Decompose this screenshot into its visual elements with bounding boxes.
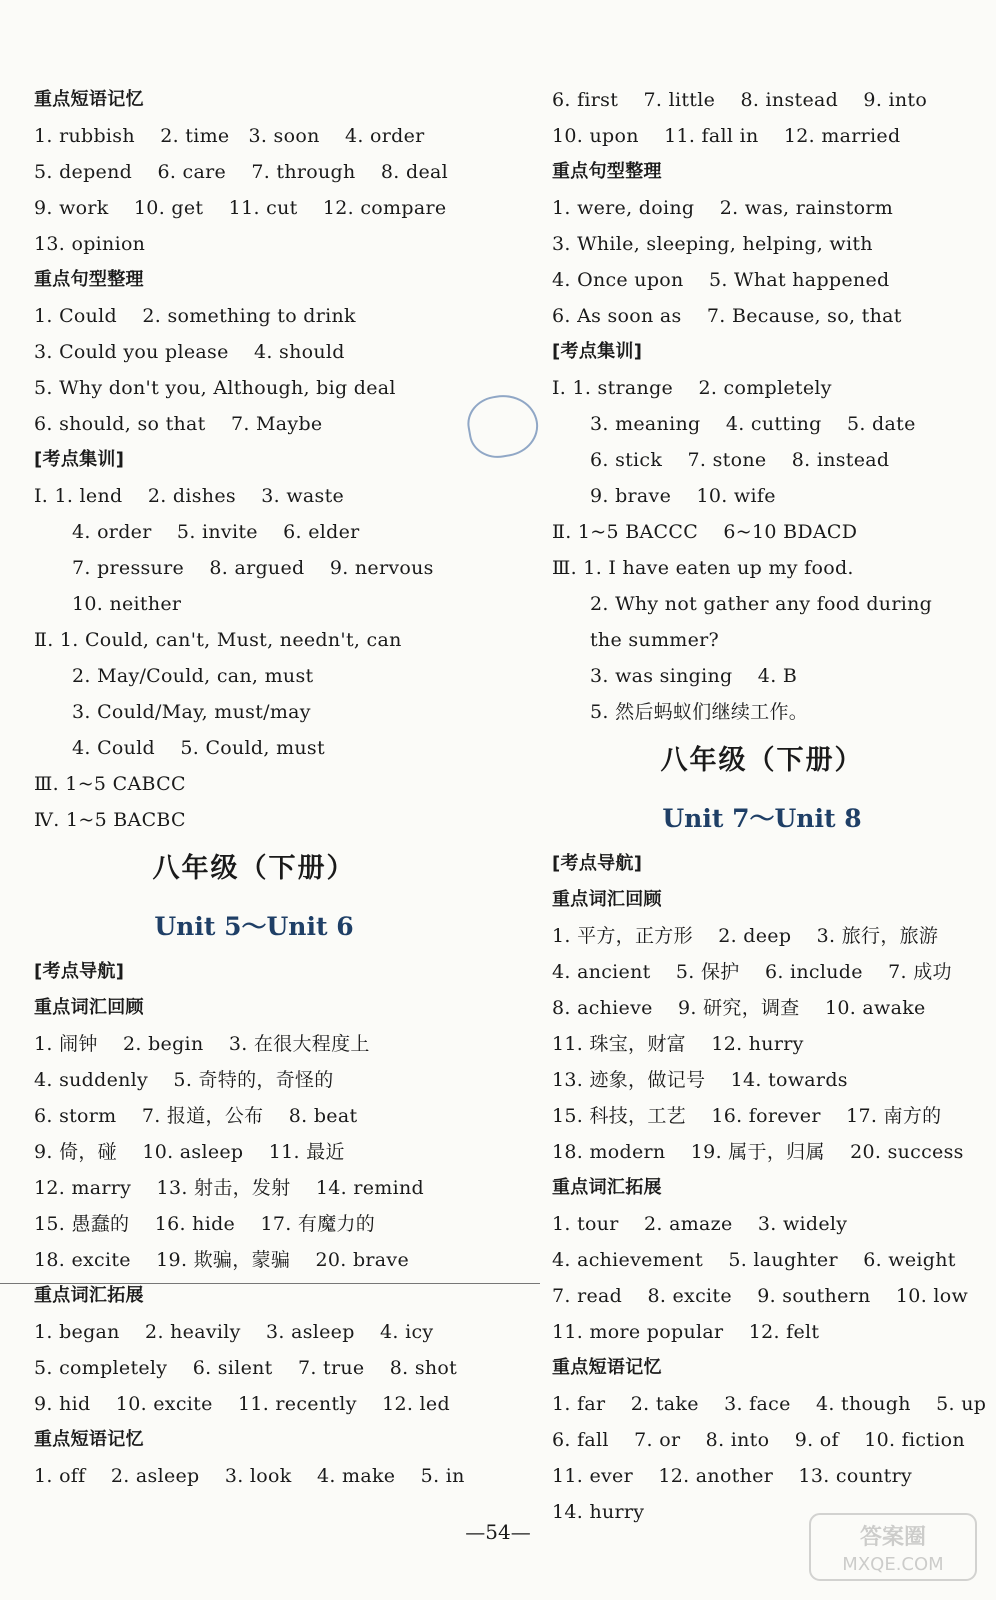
right-column <box>552 82 987 1530</box>
answer-line: 9. hid 10. excite 11. recently 12. led <box>34 1393 450 1415</box>
section-heading: [考点集训] <box>552 341 643 362</box>
answer-line: 5. 然后蚂蚁们继续工作。 <box>590 701 809 723</box>
answer-line: Ⅱ. 1. Could, can't, Must, needn't, can <box>34 629 402 651</box>
answer-line: 18. excite 19. 欺骗，蒙骗 20. brave <box>34 1249 409 1271</box>
answer-line: 2. May/Could, can, must <box>72 665 314 687</box>
answer-line: 5. Why don't you, Although, big deal <box>34 377 396 399</box>
answer-line: 11. more popular 12. felt <box>552 1321 820 1343</box>
page-number: —54— <box>465 1520 531 1544</box>
answer-line: 9. work 10. get 11. cut 12. compare <box>34 197 447 219</box>
answer-line: 6. stick 7. stone 8. instead <box>590 449 890 471</box>
section-divider <box>0 1283 540 1284</box>
answer-line: 5. completely 6. silent 7. true 8. shot <box>34 1357 458 1379</box>
answer-line: 1. tour 2. amaze 3. widely <box>552 1213 848 1235</box>
answer-line: 1. far 2. take 3. face 4. though 5. up <box>552 1393 987 1415</box>
answer-line: 6. first 7. little 8. instead 9. into <box>552 89 928 111</box>
answer-line: 1. were, doing 2. was, rainstorm <box>552 197 894 219</box>
answer-line: Ⅳ. 1~5 BACBC <box>34 809 186 831</box>
answer-line: Ⅰ. 1. strange 2. completely <box>552 377 832 399</box>
svg-text:MXQE.COM: MXQE.COM <box>842 1554 944 1575</box>
section-heading: 重点词汇回顾 <box>552 889 662 910</box>
answer-line: Ⅲ. 1. I have eaten up my food. <box>552 557 854 579</box>
section-heading: 重点短语记忆 <box>34 89 144 110</box>
grade-title: 八年级（下册） <box>660 745 864 776</box>
answer-line: 3. While, sleeping, helping, with <box>552 233 873 255</box>
section-heading: 重点短语记忆 <box>552 1357 662 1378</box>
answer-line: 6. As soon as 7. Because, so, that <box>552 305 902 327</box>
stamp-mark <box>463 389 543 462</box>
answer-line: 11. ever 12. another 13. country <box>552 1465 912 1487</box>
section-heading: [考点集训] <box>34 449 125 470</box>
answer-line: 1. rubbish 2. time 3. soon 4. order <box>34 125 425 147</box>
answer-line: 1. 平方，正方形 2. deep 3. 旅行，旅游 <box>552 925 939 947</box>
answer-line: 18. modern 19. 属于，归属 20. success <box>552 1141 964 1163</box>
section-heading: [考点导航] <box>552 853 643 874</box>
answer-line: Ⅲ. 1~5 CABCC <box>34 773 186 795</box>
section-heading: 重点词汇拓展 <box>34 1285 144 1306</box>
answer-line: 12. marry 13. 射击，发射 14. remind <box>34 1177 424 1199</box>
watermark-logo <box>808 1512 978 1582</box>
answer-line: 2. Why not gather any food during <box>590 593 933 615</box>
grade-title: 八年级（下册） <box>152 853 356 884</box>
answer-line: 6. storm 7. 报道，公布 8. beat <box>34 1105 358 1127</box>
answer-line: 4. Once upon 5. What happened <box>552 269 890 291</box>
answer-line: Ⅱ. 1~5 BACCC 6~10 BDACD <box>552 521 858 543</box>
answer-line: 10. upon 11. fall in 12. married <box>552 125 901 147</box>
answer-line: the summer? <box>590 629 719 651</box>
answer-line: 1. Could 2. something to drink <box>34 305 356 327</box>
answer-line: Ⅰ. 1. lend 2. dishes 3. waste <box>34 485 345 507</box>
answer-line: 4. achievement 5. laughter 6. weight <box>552 1249 956 1271</box>
section-heading: [考点导航] <box>34 961 125 982</box>
answer-line: 3. was singing 4. B <box>590 665 798 687</box>
answer-line: 6. fall 7. or 8. into 9. of 10. fiction <box>552 1429 965 1451</box>
answer-line: 1. 闹钟 2. begin 3. 在很大程度上 <box>34 1033 370 1055</box>
answer-line: 3. Could/May, must/may <box>72 701 311 723</box>
answer-line: 11. 珠宝，财富 12. hurry <box>552 1033 804 1055</box>
answer-line: 3. meaning 4. cutting 5. date <box>590 413 916 435</box>
answer-line: 4. order 5. invite 6. elder <box>72 521 360 543</box>
answer-line: 4. ancient 5. 保护 6. include 7. 成功 <box>552 961 952 983</box>
answer-line: 15. 科技，工艺 16. forever 17. 南方的 <box>552 1105 942 1127</box>
answer-line: 7. pressure 8. argued 9. nervous <box>72 557 434 579</box>
section-heading: 重点句型整理 <box>34 269 144 290</box>
answer-line: 1. began 2. heavily 3. asleep 4. icy <box>34 1321 434 1343</box>
svg-text:答案圈: 答案圈 <box>859 1525 927 1550</box>
answer-line: 8. achieve 9. 研究，调查 10. awake <box>552 997 926 1019</box>
answer-line: 4. Could 5. Could, must <box>72 737 325 759</box>
answer-line: 13. 迹象，做记号 14. towards <box>552 1069 848 1091</box>
answer-line: 3. Could you please 4. should <box>34 341 345 363</box>
section-heading: 重点词汇拓展 <box>552 1177 662 1198</box>
answer-line: 7. read 8. excite 9. southern 10. low <box>552 1285 969 1307</box>
unit-title: Unit 7～Unit 8 <box>662 804 862 833</box>
answer-line: 15. 愚蠢的 16. hide 17. 有魔力的 <box>34 1213 376 1235</box>
answer-line: 5. depend 6. care 7. through 8. deal <box>34 161 448 183</box>
answer-line: 13. opinion <box>34 233 146 255</box>
section-heading: 重点词汇回顾 <box>34 997 144 1018</box>
answer-line: 4. suddenly 5. 奇特的，奇怪的 <box>34 1069 334 1091</box>
answer-line: 10. neither <box>72 593 182 615</box>
section-heading: 重点句型整理 <box>552 161 662 182</box>
answer-line: 6. should, so that 7. Maybe <box>34 413 323 435</box>
answer-line: 1. off 2. asleep 3. look 4. make 5. in <box>34 1465 465 1487</box>
unit-title: Unit 5～Unit 6 <box>154 912 354 941</box>
section-heading: 重点短语记忆 <box>34 1429 144 1450</box>
answer-line: 14. hurry <box>552 1501 645 1523</box>
answer-line: 9. brave 10. wife <box>590 485 776 507</box>
answer-line: 9. 倚，碰 10. asleep 11. 最近 <box>34 1141 345 1163</box>
